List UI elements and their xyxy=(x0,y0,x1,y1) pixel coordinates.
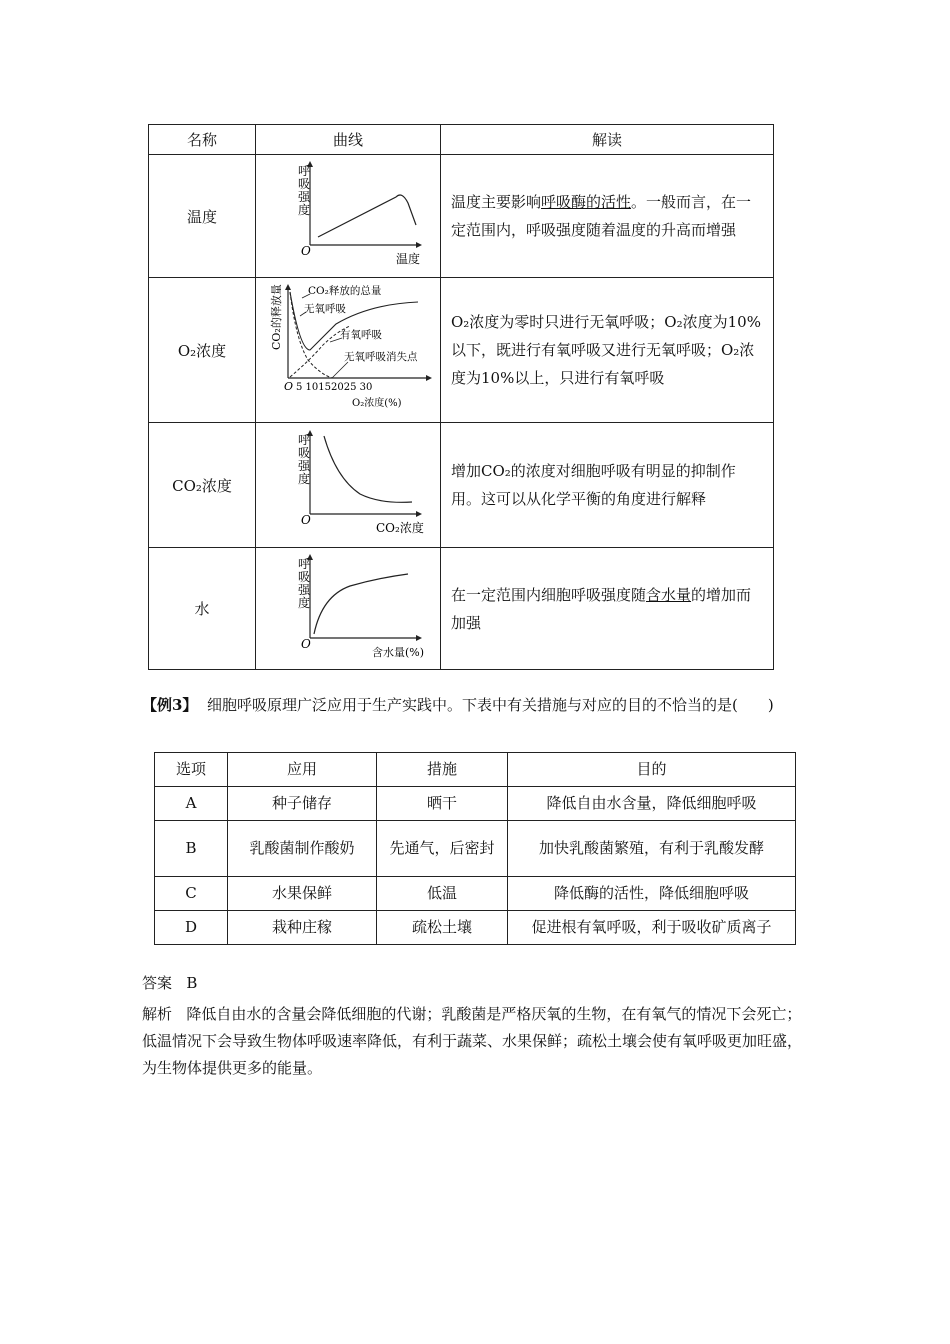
cell-measure: 先通气，后密封 xyxy=(377,821,508,877)
table-row xyxy=(155,787,796,821)
cell-measure: 低温 xyxy=(377,877,508,911)
col-header-purpose: 目的 xyxy=(508,753,796,787)
cell-application: 乳酸菌制作酸奶 xyxy=(228,821,377,877)
y-label-3: 强 xyxy=(298,459,311,473)
curve-cell xyxy=(256,548,441,670)
answer-value: B xyxy=(186,974,198,992)
table-header-row xyxy=(149,125,774,155)
cell-application: 种子储存 xyxy=(228,787,377,821)
options-table xyxy=(154,752,796,945)
x-axis-label: 温度 xyxy=(396,252,421,266)
origin-label: O xyxy=(301,513,311,527)
x-tick-labels: 5 10152025 30 xyxy=(296,382,373,393)
explanation-label: 解析 xyxy=(142,1005,173,1023)
row-desc: 增加CO₂的浓度对细胞呼吸有明显的抑制作用。这可以从化学平衡的角度进行解释 xyxy=(441,423,774,548)
desc-underlined: 含水量 xyxy=(646,585,692,604)
cell-application: 水果保鲜 xyxy=(228,877,377,911)
y-label-3: 强 xyxy=(298,582,311,597)
cell-purpose: 促进根有氧呼吸，利于吸收矿质离子 xyxy=(508,911,796,945)
factor-table xyxy=(148,124,774,670)
table-row xyxy=(155,877,796,911)
desc-text: 在一定范围内细胞呼吸强度随 xyxy=(451,585,647,604)
y-label-4: 度 xyxy=(298,203,311,217)
cell-measure: 疏松土壤 xyxy=(377,911,508,945)
curve-cell xyxy=(256,155,441,278)
y-label-2: 吸 xyxy=(298,569,311,584)
cell-application: 栽种庄稼 xyxy=(228,911,377,945)
origin-label: O xyxy=(301,244,311,258)
x-axis-label: CO₂浓度 xyxy=(376,521,424,535)
table-row xyxy=(155,911,796,945)
cell-measure: 晒干 xyxy=(377,787,508,821)
row-desc xyxy=(441,155,774,278)
cell-option: C xyxy=(155,877,228,911)
temperature-curve-chart xyxy=(268,159,428,269)
y-label-1: 呼 xyxy=(298,556,311,571)
table-row xyxy=(149,155,774,278)
label-anaerobic-vanish: 无氧呼吸消失点 xyxy=(344,351,418,363)
cell-purpose: 降低自由水含量，降低细胞呼吸 xyxy=(508,787,796,821)
col-header-application: 应用 xyxy=(228,753,377,787)
row-name: 水 xyxy=(149,548,256,670)
y-label-4: 度 xyxy=(298,472,311,486)
curve-cell xyxy=(256,278,441,423)
desc-text: 的增加而加强 xyxy=(451,585,752,632)
cell-purpose: 降低酶的活性，降低细胞呼吸 xyxy=(508,877,796,911)
y-label-1: 呼 xyxy=(298,164,311,178)
y-label-3: 强 xyxy=(298,190,311,204)
label-total: CO₂释放的总量 xyxy=(308,285,382,297)
total-co2-curve xyxy=(290,292,418,350)
o2-curve-chart xyxy=(260,280,436,416)
col-header-curve: 曲线 xyxy=(256,125,441,155)
col-header-measure: 措施 xyxy=(377,753,508,787)
table-header-row xyxy=(155,753,796,787)
temperature-curve xyxy=(318,195,416,237)
row-desc xyxy=(441,548,774,670)
cell-option: D xyxy=(155,911,228,945)
x-axis-label: 含水量(%) xyxy=(372,645,425,659)
label-anaerobic: 无氧呼吸 xyxy=(304,303,346,315)
answer-line xyxy=(142,972,197,993)
example-text: 细胞呼吸原理广泛应用于生产实践中。下表中有关措施与对应的目的不恰当的是( ) xyxy=(206,696,774,714)
table-row xyxy=(155,821,796,877)
origin-label: O xyxy=(301,636,311,651)
example-question xyxy=(142,692,812,719)
curve-cell xyxy=(256,423,441,548)
y-label-2: 吸 xyxy=(298,446,311,460)
table-row xyxy=(149,423,774,548)
origin-label: O xyxy=(284,380,294,393)
desc-text: 。一般而言，在一定范围内，呼吸强度随着温度的升高而增强 xyxy=(451,193,752,239)
co2-curve xyxy=(324,436,412,502)
col-header-desc: 解读 xyxy=(441,125,774,155)
y-label-1: 呼 xyxy=(298,433,311,447)
cell-option: B xyxy=(155,821,228,877)
x-axis-label: O₂浓度(%) xyxy=(352,398,402,409)
row-name: CO₂浓度 xyxy=(149,423,256,548)
row-name: 温度 xyxy=(149,155,256,278)
table-row xyxy=(149,278,774,423)
row-name: O₂浓度 xyxy=(149,278,256,423)
y-axis-label: CO₂的释放量 xyxy=(270,284,283,350)
water-curve xyxy=(314,574,408,634)
explanation-text: 降低自由水的含量会降低细胞的代谢；乳酸菌是严格厌氧的生物，在有氧气的情况下会死亡；低温情况下会导致生物体呼吸速率降低，有利于蔬菜、水果保鲜；疏松土壤会使有氧呼吸更加旺盛，为生物体提供更多的能量。 xyxy=(142,1005,803,1077)
col-header-name: 名称 xyxy=(149,125,256,155)
row-desc: O₂浓度为零时只进行无氧呼吸；O₂浓度为10%以下，既进行有氧呼吸又进行无氧呼吸；O₂浓度为10%以上，只进行有氧呼吸 xyxy=(441,278,774,423)
label-aerobic: 有氧呼吸 xyxy=(340,329,382,341)
table-row xyxy=(149,548,774,670)
co2-curve-chart xyxy=(268,428,428,538)
desc-text: 温度主要影响 xyxy=(451,193,542,211)
y-label-4: 度 xyxy=(298,595,311,610)
col-header-option: 选项 xyxy=(155,753,228,787)
cell-option: A xyxy=(155,787,228,821)
example-tag: 【例3】 xyxy=(142,696,198,714)
y-label-2: 吸 xyxy=(298,177,311,191)
cell-purpose: 加快乳酸菌繁殖，有利于乳酸发酵 xyxy=(508,821,796,877)
explanation-paragraph xyxy=(142,1001,812,1082)
answer-label: 答案 xyxy=(142,974,173,992)
desc-underlined: 呼吸酶的活性 xyxy=(541,193,632,211)
water-curve-chart xyxy=(268,552,428,662)
